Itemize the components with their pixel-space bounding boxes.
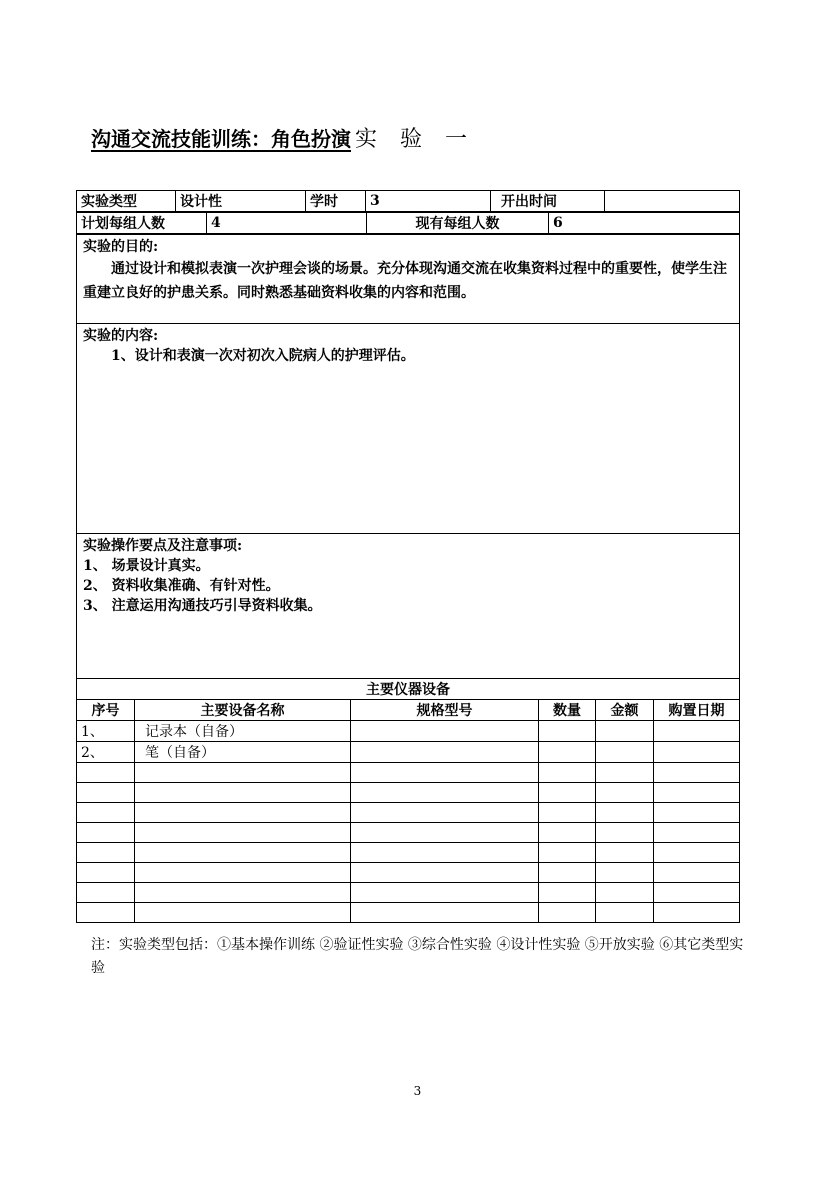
- equipment-table: [76, 678, 740, 923]
- table-cell: [654, 863, 740, 883]
- planned-value: 4: [207, 213, 367, 234]
- table-cell: [654, 903, 740, 923]
- planned-label: 计划每组人数: [77, 213, 207, 234]
- table-cell: [351, 721, 539, 742]
- table-row: [77, 823, 740, 843]
- table-cell: [539, 903, 596, 923]
- table-cell: [596, 763, 654, 783]
- table-cell: [596, 903, 654, 923]
- content-cell: [77, 324, 740, 534]
- equipment-header-row: [77, 700, 740, 721]
- table-cell: [596, 823, 654, 843]
- table-cell: [351, 883, 539, 903]
- notes-item: 2、 资料收集准确、有针对性。: [83, 578, 280, 594]
- sections-table: [76, 234, 740, 679]
- type-value: 设计性: [176, 191, 306, 212]
- open-time-value: [605, 191, 740, 212]
- table-cell: 记录本（自备）: [135, 721, 351, 742]
- table-cell: [351, 823, 539, 843]
- current-value: 6: [549, 213, 740, 234]
- table-cell: [539, 721, 596, 742]
- table-cell: [351, 763, 539, 783]
- table-cell: [596, 783, 654, 803]
- table-cell: [351, 783, 539, 803]
- column-header: 序号: [77, 700, 135, 721]
- table-cell: [539, 843, 596, 863]
- table-cell: [77, 763, 135, 783]
- table-cell: [539, 783, 596, 803]
- table-cell: [351, 903, 539, 923]
- table-cell: [351, 742, 539, 763]
- equipment-title: 主要仪器设备: [77, 679, 740, 700]
- table-cell: [135, 903, 351, 923]
- table-cell: [77, 803, 135, 823]
- table-cell: [135, 763, 351, 783]
- purpose-text: 通过设计和模拟表演一次护理会谈的场景。充分体现沟通交流在收集资料过程中的重要性，使学生注重建立良好的护患关系。同时熟悉基础资料收集的内容和范围。: [83, 261, 727, 301]
- table-cell: [596, 803, 654, 823]
- current-label: 现有每组人数: [367, 213, 549, 234]
- column-header: 规格型号: [351, 700, 539, 721]
- open-time-label: 开出时间: [491, 191, 605, 212]
- table-cell: [77, 823, 135, 843]
- table-cell: [596, 721, 654, 742]
- table-cell: [539, 823, 596, 843]
- table-cell: [77, 863, 135, 883]
- column-header: 数量: [539, 700, 596, 721]
- table-row: [77, 763, 740, 783]
- column-header: 金额: [596, 700, 654, 721]
- content-item: 1、设计和表演一次对初次入院病人的护理评估。: [111, 348, 415, 364]
- table-cell: [596, 883, 654, 903]
- table-cell: 笔（自备）: [135, 742, 351, 763]
- table-cell: 2、: [77, 742, 135, 763]
- table-cell: [596, 742, 654, 763]
- group-table: [76, 212, 740, 234]
- column-header: 主要设备名称: [135, 700, 351, 721]
- table-cell: [351, 843, 539, 863]
- hours-label: 学时: [306, 191, 366, 212]
- table-row: [77, 783, 740, 803]
- type-label: 实验类型: [77, 191, 176, 212]
- page-number: 3: [413, 1084, 422, 1098]
- purpose-cell: [77, 235, 740, 324]
- table-row: [77, 721, 740, 742]
- table-cell: [654, 721, 740, 742]
- table-cell: [654, 763, 740, 783]
- title-main: 沟通交流技能训练：角色扮演: [91, 127, 351, 151]
- purpose-heading: 实验的目的:: [83, 239, 159, 255]
- title-suffix: 实 验 一: [355, 127, 475, 152]
- table-cell: [654, 823, 740, 843]
- hours-value: 3: [366, 191, 491, 212]
- table-cell: [135, 803, 351, 823]
- table-cell: 1、: [77, 721, 135, 742]
- table-cell: [539, 863, 596, 883]
- table-cell: [135, 843, 351, 863]
- table-cell: [77, 843, 135, 863]
- table-cell: [654, 783, 740, 803]
- notes-cell: [77, 534, 740, 679]
- footnote: 注：实验类型包括：①基本操作训练 ②验证性实验 ③综合性实验 ④设计性实验 ⑤开放实验 ⑥其它类型实验: [91, 937, 744, 976]
- table-cell: [539, 742, 596, 763]
- table-cell: [351, 803, 539, 823]
- info-table: [76, 190, 740, 212]
- table-cell: [135, 883, 351, 903]
- table-cell: [596, 843, 654, 863]
- notes-heading: 实验操作要点及注意事项:: [83, 538, 243, 554]
- table-row: [77, 843, 740, 863]
- table-cell: [596, 863, 654, 883]
- table-cell: [135, 863, 351, 883]
- table-cell: [77, 903, 135, 923]
- table-row: [77, 903, 740, 923]
- page-title: [91, 122, 475, 153]
- table-row: [77, 742, 740, 763]
- table-cell: [654, 843, 740, 863]
- table-cell: [77, 883, 135, 903]
- table-cell: [539, 803, 596, 823]
- table-row: [77, 883, 740, 903]
- content-heading: 实验的内容:: [83, 328, 159, 344]
- table-row: [77, 803, 740, 823]
- table-cell: [77, 783, 135, 803]
- column-header: 购置日期: [654, 700, 740, 721]
- table-cell: [539, 763, 596, 783]
- table-cell: [135, 823, 351, 843]
- notes-item: 3、 注意运用沟通技巧引导资料收集。: [83, 598, 322, 614]
- table-cell: [654, 803, 740, 823]
- table-cell: [654, 883, 740, 903]
- table-cell: [654, 742, 740, 763]
- table-row: [77, 863, 740, 883]
- table-cell: [351, 863, 539, 883]
- table-cell: [539, 883, 596, 903]
- table-cell: [135, 783, 351, 803]
- notes-item: 1、 场景设计真实。: [83, 558, 210, 574]
